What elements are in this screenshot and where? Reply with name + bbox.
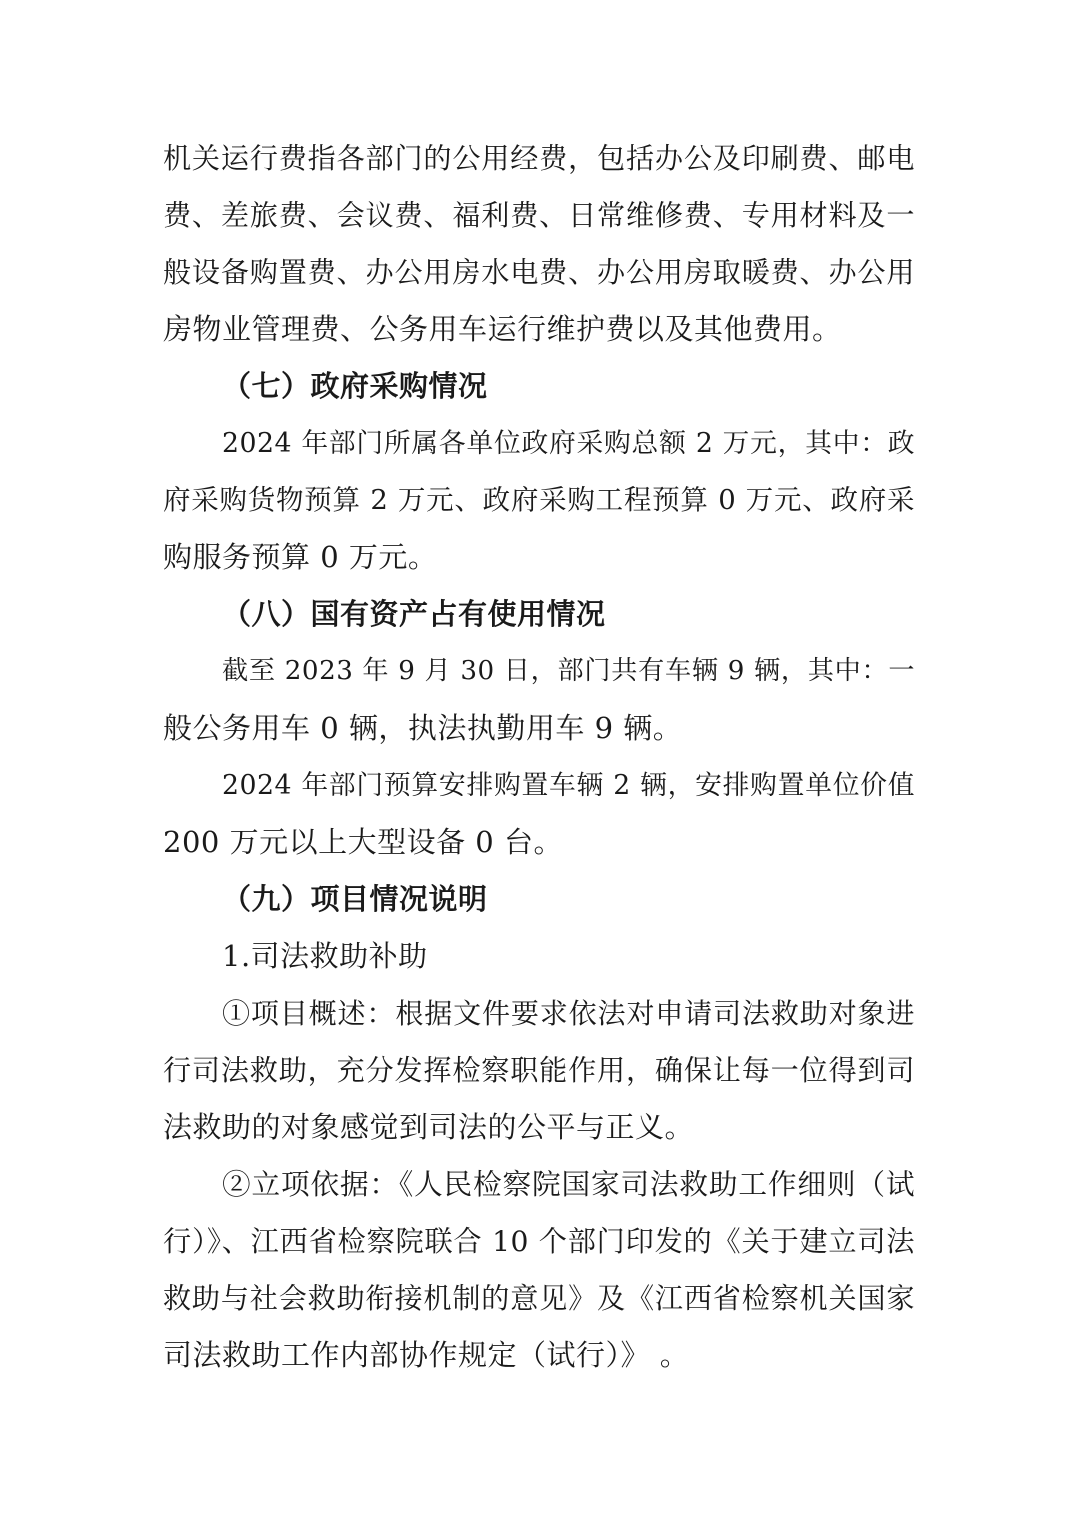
- section-heading-project-description: [163, 871, 915, 928]
- text-line: 截至 2023 年 9 月 30 日，部门共有车辆 9 辆，其中：一: [222, 656, 915, 686]
- text-line: 2024 年部门预算安排购置车辆 2 辆，安排购置单位价值: [222, 770, 915, 801]
- paragraph-project-title: [163, 928, 915, 985]
- text-line: ①项目概述：根据文件要求依法对申请司法救助对象进: [222, 997, 915, 1030]
- text-line: 救助与社会救助衔接机制的意见》及《江西省检察机关国家: [163, 1282, 915, 1315]
- text-line: ②立项依据：《人民检察院国家司法救助工作细则（试: [222, 1167, 915, 1201]
- text-line: 行司法救助，充分发挥检察职能作用，确保让每一位得到司: [163, 1054, 915, 1087]
- paragraph-project-basis: [163, 1156, 915, 1384]
- text-line: 般设备购置费、办公用房水电费、办公用房取暖费、办公用: [163, 256, 915, 289]
- text-line: 般公务用车 0 辆，执法执勤用车 9 辆。: [163, 711, 683, 745]
- paragraph-public-expenses: [163, 130, 915, 358]
- text-line: 1.司法救助补助: [222, 939, 428, 973]
- text-line: 200 万元以上大型设备 0 台。: [163, 825, 563, 859]
- section-heading: （八）国有资产占有使用情况: [222, 597, 606, 631]
- paragraph-vehicle-purchase: [163, 757, 915, 871]
- text-line: 房物业管理费、公务用车运行维护费以及其他费用。: [163, 312, 842, 346]
- section-heading: （九）项目情况说明: [222, 882, 488, 916]
- paragraph-project-overview: [163, 985, 915, 1156]
- text-line: 法救助的对象感觉到司法的公平与正义。: [163, 1110, 695, 1144]
- paragraph-procurement-total: [163, 415, 915, 586]
- text-line: 购服务预算 0 万元。: [163, 540, 438, 574]
- paragraph-vehicle-count: [163, 643, 915, 757]
- section-heading-government-procurement: [163, 358, 915, 415]
- section-heading: （七）政府采购情况: [222, 369, 488, 403]
- document-body: [163, 130, 915, 1384]
- section-heading-state-assets: [163, 586, 915, 643]
- text-line: 2024 年部门所属各单位政府采购总额 2 万元，其中：政: [222, 428, 915, 459]
- text-line: 府采购货物预算 2 万元、政府采购工程预算 0 万元、政府采: [163, 484, 915, 516]
- text-line: 司法救助工作内部协作规定（试行）》 。: [163, 1338, 690, 1372]
- text-line: 机关运行费指各部门的公用经费，包括办公及印刷费、邮电: [163, 142, 915, 175]
- text-line: 费、差旅费、会议费、福利费、日常维修费、专用材料及一: [163, 199, 915, 232]
- text-line: 行）》、江西省检察院联合 10 个部门印发的《关于建立司法: [163, 1225, 915, 1258]
